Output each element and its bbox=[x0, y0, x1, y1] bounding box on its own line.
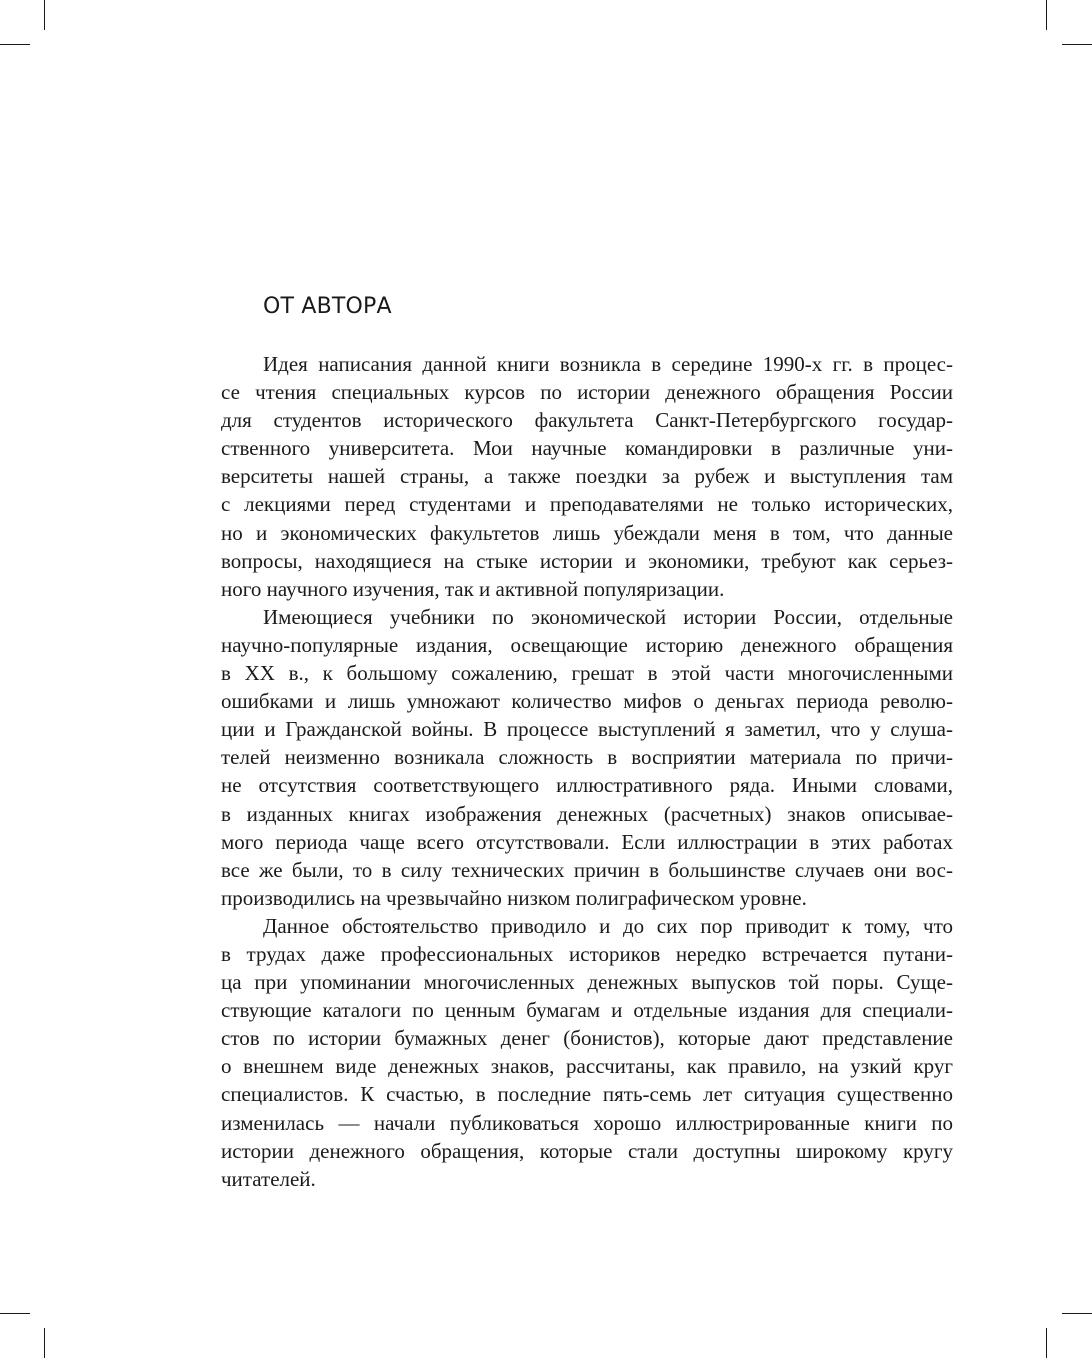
text-line: для студентов исторического факультета Санкт-Петербургского государ- bbox=[221, 408, 953, 433]
text-line: ного научного изучения, так и активной популяризации. bbox=[221, 576, 725, 601]
text-line: ца при упоминании многочисленных денежных выпусков той поры. Суще- bbox=[221, 970, 953, 995]
text-line: верситеты нашей страны, а также поездки за рубеж и выступления там bbox=[221, 464, 953, 489]
text-line: с лекциями перед студентами и преподавателями не только исторических, bbox=[221, 492, 953, 517]
text-line: в ХХ в., к большому сожалению, грешат в этой части многочисленными bbox=[221, 661, 953, 686]
crop-mark bbox=[44, 0, 45, 30]
text-line: читателей. bbox=[221, 1166, 316, 1191]
crop-mark bbox=[1062, 44, 1092, 45]
text-line: Идея написания данной книги возникла в середине 1990-х гг. в процес- bbox=[263, 352, 953, 376]
crop-mark bbox=[1046, 1328, 1047, 1358]
crop-mark bbox=[1046, 0, 1047, 30]
text-line: в трудах даже профессиональных историков нередко встречается путани- bbox=[221, 941, 953, 966]
text-line: телей неизменно возникала сложность в восприятии материала по причи- bbox=[221, 745, 953, 770]
text-line: не отсутствия соответствующего иллюстративного ряда. Иными словами, bbox=[221, 773, 953, 798]
text-line: но и экономических факультетов лишь убеждали меня в том, что данные bbox=[221, 520, 953, 545]
text-line: о внешнем виде денежных знаков, рассчитаны, как правило, на узкий круг bbox=[221, 1054, 953, 1079]
text-line: ствующие каталоги по ценным бумагам и отдельные издания для специали- bbox=[221, 998, 953, 1023]
text-line: в изданных книгах изображения денежных (расчетных) знаков описывае- bbox=[221, 801, 953, 826]
text-line: вопросы, находящиеся на стыке истории и экономики, требуют как серьез- bbox=[221, 548, 953, 573]
text-line: ошибками и лишь умножают количество мифов о деньгах периода револю- bbox=[221, 689, 953, 714]
text-line: Имеющиеся учебники по экономической истории России, отдельные bbox=[263, 604, 953, 629]
page-title: ОТ АВТОРА bbox=[263, 294, 392, 319]
crop-mark bbox=[0, 44, 30, 45]
text-line: все же были, то в силу технических причин в большинстве случаев они вос- bbox=[221, 857, 953, 882]
text-line: Данное обстоятельство приводило и до сих пор приводит к тому, что bbox=[263, 913, 953, 938]
text-line: специалистов. К счастью, в последние пять-семь лет ситуация существенно bbox=[221, 1082, 953, 1107]
paragraph bbox=[221, 912, 953, 1193]
text-line: научно-популярные издания, освещающие историю денежного обращения bbox=[221, 632, 953, 657]
paragraph bbox=[221, 350, 953, 603]
paragraph bbox=[221, 603, 953, 912]
text-line: производились на чрезвычайно низком полиграфическом уровне. bbox=[221, 885, 807, 910]
text-line: ции и Гражданской войны. В процессе выступлений я заметил, что у слуша- bbox=[221, 717, 953, 742]
text-line: ственного университета. Мои научные командировки в различные уни- bbox=[221, 436, 953, 461]
text-line: истории денежного обращения, которые стали доступны широкому кругу bbox=[221, 1138, 953, 1163]
text-line: мого периода чаще всего отсутствовали. Если иллюстрации в этих работах bbox=[221, 829, 953, 854]
body-text bbox=[221, 350, 953, 1193]
crop-mark bbox=[1062, 1313, 1092, 1314]
text-line: се чтения специальных курсов по истории денежного обращения России bbox=[221, 380, 953, 405]
text-line: стов по истории бумажных денег (бонистов), которые дают представление bbox=[221, 1026, 953, 1051]
crop-mark bbox=[44, 1328, 45, 1358]
text-line: изменилась — начали публиковаться хорошо иллюстрированные книги по bbox=[221, 1110, 953, 1135]
crop-mark bbox=[0, 1313, 30, 1314]
